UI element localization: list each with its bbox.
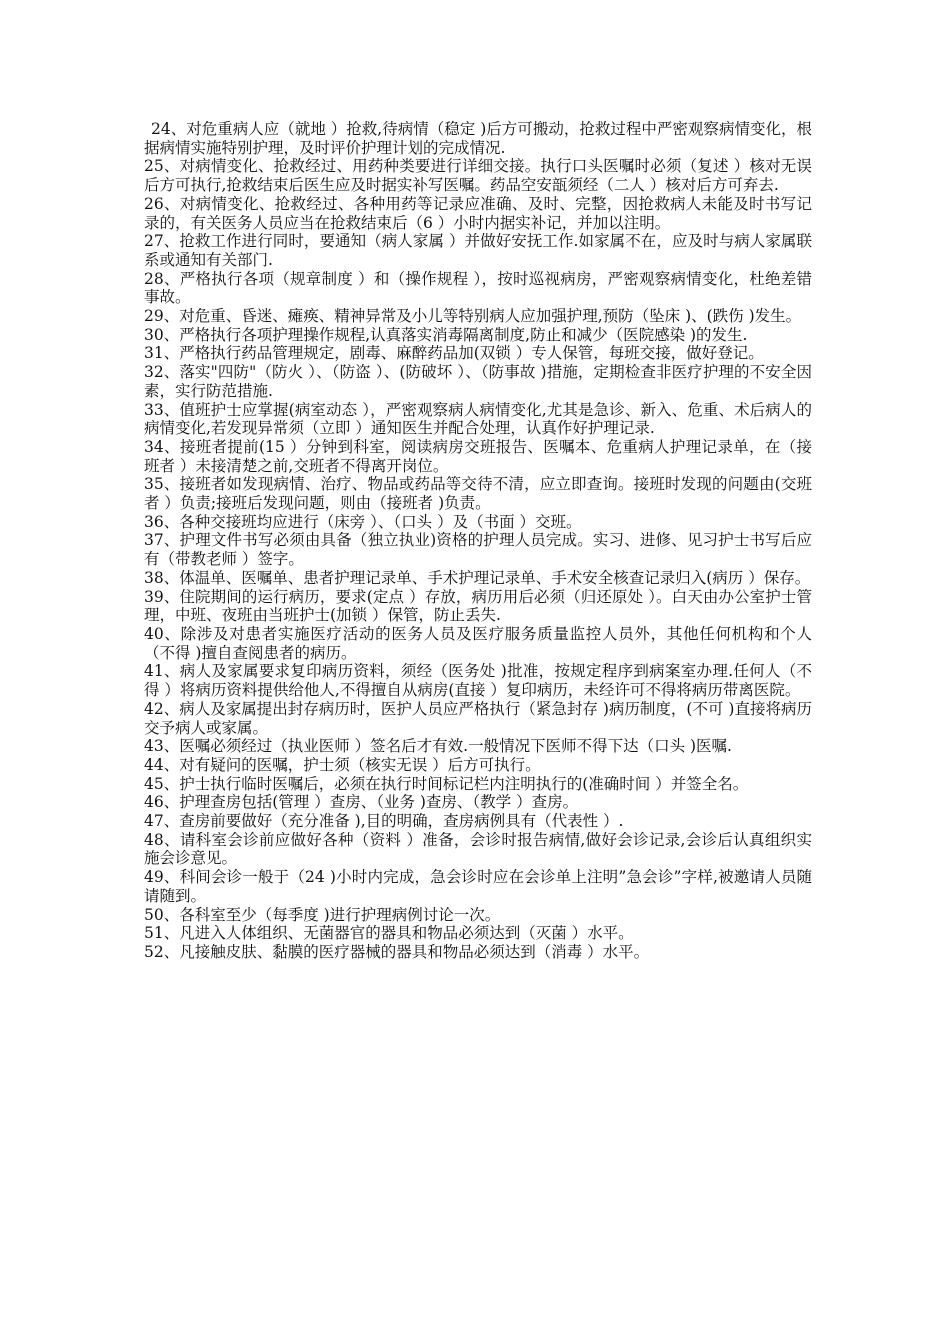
paragraph-39: 39、住院期间的运行病历，要求(定点 ）存放，病历用后必须（归还原处 ）。白天由办公室护士管理，中班、夜班由当班护士(加锁 ）保管，防止丢失.: [144, 587, 812, 625]
paragraph-43: 43、医嘱必须经过（执业医师 ）签名后才有效.一般情况下医师不得下达（口头 )医嘱.: [144, 737, 732, 756]
paragraph-50: 50、各科室至少（每季度 )进行护理病例讨论一次。: [144, 905, 501, 924]
paragraph-52: 52、凡接触皮肤、黏膜的医疗器械的器具和物品必须达到（消毒 ）水平。: [144, 942, 650, 961]
paragraph-31: 31、严格执行药品管理规定，剧毒、麻醉药品加(双锁 ）专人保管，每班交接，做好登记。: [144, 344, 764, 363]
paragraph-37: 37、护理文件书写必须由具备（独立执业)资格的护理人员完成。实习、进修、见习护士书写后应有（带教老师 ）签字。: [144, 531, 812, 569]
paragraph-34: 34、接班者提前(15 ）分钟到科室，阅读病房交班报告、医嘱本、危重病人护理记录单，在（接班者 ）未接清楚之前,交班者不得离开岗位。: [144, 437, 812, 475]
paragraph-38: 38、体温单、医嘱单、患者护理记录单、手术护理记录单、手术安全核查记录归入(病历 ）保存。: [144, 568, 811, 587]
paragraph-41: 41、病人及家属要求复印病历资料，须经（医务处 )批准，按规定程序到病案室办理.任何人（不得 ）将病历资料提供给他人,不得擅自从病房(直接 ）复印病历，未经许可不得将病历带离医院。: [144, 662, 812, 700]
paragraph-25: 25、对病情变化、抢救经过、用药种类要进行详细交接。执行口头医嘱时必须（复述 ）核对无误后方可执行,抢救结束后医生应及时据实补写医嘱。药品空安瓿须经（二人 ）核对后方可弃去.: [144, 157, 812, 195]
paragraph-47: 47、查房前要做好（充分准备 ),目的明确，查房病例具有（代表性 ）.: [144, 812, 624, 831]
paragraph-35: 35、接班者如发现病情、治疗、物品或药品等交待不清，应立即查询。接班时发现的问题由(交班者 ）负责;接班后发现问题，则由（接班者 )负责。: [144, 475, 812, 513]
paragraph-29: 29、对危重、昏迷、瘫痪、精神异常及小儿等特别病人应加强护理,预防（坠床 )、(跌伤 )发生。: [144, 307, 802, 326]
paragraph-28: 28、严格执行各项（规章制度 ）和（操作规程 ），按时巡视病房，严密观察病情变化，杜绝差错事故。: [144, 269, 812, 307]
paragraph-45: 45、护士执行临时医嘱后，必须在执行时间标记栏内注明执行的(准确时间 ）并签全名。: [144, 774, 749, 793]
paragraph-27: 27、抢救工作进行同时，要通知（病人家属 ）并做好安抚工作.如家属不在，应及时与病人家属联系或通知有关部门.: [144, 232, 812, 269]
paragraph-48: 48、请科室会诊前应做好各种（资料 ）准备，会诊时报告病情,做好会诊记录,会诊后认真组织实施会诊意见。: [144, 830, 812, 868]
paragraph-32: 32、落实"四防"（防火 ）、（防盗 ）、(防破坏 ）、（防事故 )措施，定期检查非医疗护理的不安全因素，实行防范措施.: [144, 363, 812, 400]
paragraph-44: 44、对有疑问的医嘱，护士须（核实无误 ）后方可执行。: [144, 755, 541, 774]
paragraph-49: 49、科间会诊一般于（24 )小时内完成，急会诊时应在会诊单上注明”急会诊”字样,被邀请人员随请随到。: [144, 868, 812, 905]
paragraph-30: 30、严格执行各项护理操作规程,认真落实消毒隔离制度,防止和减少（医院感染 )的发生.: [144, 325, 748, 344]
paragraph-51: 51、凡进入人体组织、无菌器官的器具和物品必须达到（灭菌 ）水平。: [144, 924, 634, 943]
paragraph-26: 26、对病情变化、抢救经过、各种用药等记录应准确、及时、完整，因抢救病人未能及时书写记录的，有关医务人员应当在抢救结束后（6 ）小时内据实补记，并加以注明。: [144, 194, 812, 232]
paragraph-33: 33、值班护士应掌握(病室动态 ），严密观察病人病情变化,尤其是急诊、新入、危重、术后病人的病情变化,若发现异常须（立即 ）通知医生并配合处理，认真作好护理记录.: [144, 400, 812, 438]
paragraph-42: 42、病人及家属提出封存病历时，医护人员应严格执行（紧急封存 )病历制度，(不可 )直接将病历交予病人或家属。: [144, 699, 812, 737]
paragraph-24: 24、对危重病人应（就地 ）抢救,待病情（稳定 )后方可搬动，抢救过程中严密观察病情变化，根据病情实施特别护理，及时评价护理计划的完成情况.: [144, 120, 812, 157]
paragraph-36: 36、各种交接班均应进行（床旁 ）、（口头 ）及（书面 ）交班。: [144, 512, 582, 531]
document-page: [144, 120, 812, 962]
paragraph-46: 46、护理查房包括(管理 ）查房、（业务 )查房、（教学 ）查房。: [144, 793, 579, 812]
paragraph-40: 40、除涉及对患者实施医疗活动的医务人员及医疗服务质量监控人员外，其他任何机构和个人（不得 )擅自查阅患者的病历。: [144, 624, 812, 662]
